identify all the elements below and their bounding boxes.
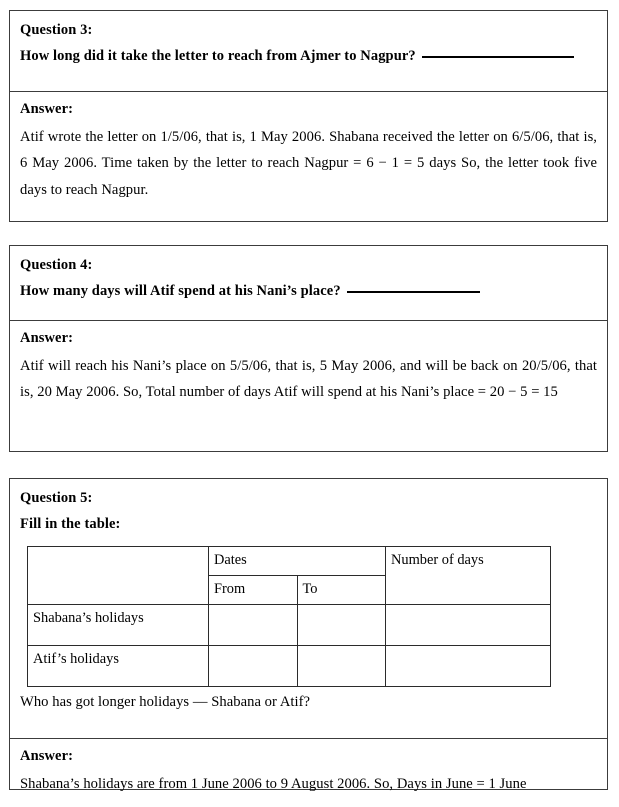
- answer-pane-5: [10, 739, 607, 803]
- question-text-5: Fill in the table:: [20, 516, 121, 533]
- question-text-4: [20, 280, 597, 302]
- table-row: [28, 645, 551, 686]
- answer-pane-3: [10, 92, 607, 209]
- answer-text-4: Atif will reach his Nani’s place on 5/5/06, that is, 5 May 2006, and will be back on 20/5/06, that is, 20 May 2006. So, Total number of days Atif will spend at his Nani’s place = 20 − 5 = 15: [20, 357, 597, 401]
- table-header-number-of-days: Number of days: [386, 546, 551, 604]
- question-label-5: Question 5:: [20, 490, 93, 506]
- table-corner-cell: [28, 546, 209, 604]
- table-header-row-1: [28, 546, 551, 575]
- question-block-3: [9, 10, 608, 222]
- cell-shabana-to[interactable]: [297, 604, 386, 645]
- answer-label-3: Answer:: [20, 101, 74, 117]
- holidays-fill-in-table: [27, 546, 551, 687]
- table-header-dates-group: Dates: [209, 546, 386, 575]
- question-label-3: Question 3:: [20, 22, 93, 38]
- row-label-shabana-holidays: Shabana’s holidays: [28, 604, 209, 645]
- cell-shabana-from[interactable]: [209, 604, 298, 645]
- cell-atif-days[interactable]: [386, 645, 551, 686]
- question-pane-3: [10, 11, 607, 92]
- answer-label-4: Answer:: [20, 330, 74, 346]
- answer-label-5: Answer:: [20, 748, 74, 764]
- answer-blank-line-4[interactable]: [347, 291, 480, 293]
- row-label-atif-holidays: Atif’s holidays: [28, 645, 209, 686]
- answer-blank-line-3[interactable]: [422, 56, 574, 58]
- answer-text-5: Shabana’s holidays are from 1 June 2006 to 9 August 2006. So, Days in June = 1 June: [20, 775, 527, 792]
- table-header-to: To: [297, 575, 386, 604]
- question-label-4: Question 4:: [20, 257, 93, 273]
- question-block-5: [9, 478, 608, 790]
- cell-atif-from[interactable]: [209, 645, 298, 686]
- question-prompt-4: How many days will Atif spend at his Nani’s place?: [20, 283, 341, 300]
- sub-question-text-5: Who has got longer holidays — Shabana or Atif?: [20, 693, 311, 710]
- cell-shabana-days[interactable]: [386, 604, 551, 645]
- answer-text-3: Atif wrote the letter on 1/5/06, that is, 1 May 2006. Shabana received the letter on 6/5/06, that is, 6 May 2006. Time taken by the letter to reach Nagpur = 6 − 1 = 5 days So, the letter took five days to reach Nagpur.: [20, 128, 597, 198]
- question-pane-4: [10, 246, 607, 321]
- answer-pane-4: [10, 321, 607, 412]
- question-block-4: [9, 245, 608, 452]
- question-text-3: [20, 45, 597, 67]
- table-row: [28, 604, 551, 645]
- question-pane-5: [10, 479, 607, 739]
- table-header-from: From: [209, 575, 298, 604]
- question-prompt-3: How long did it take the letter to reach from Ajmer to Nagpur?: [20, 48, 416, 65]
- cell-atif-to[interactable]: [297, 645, 386, 686]
